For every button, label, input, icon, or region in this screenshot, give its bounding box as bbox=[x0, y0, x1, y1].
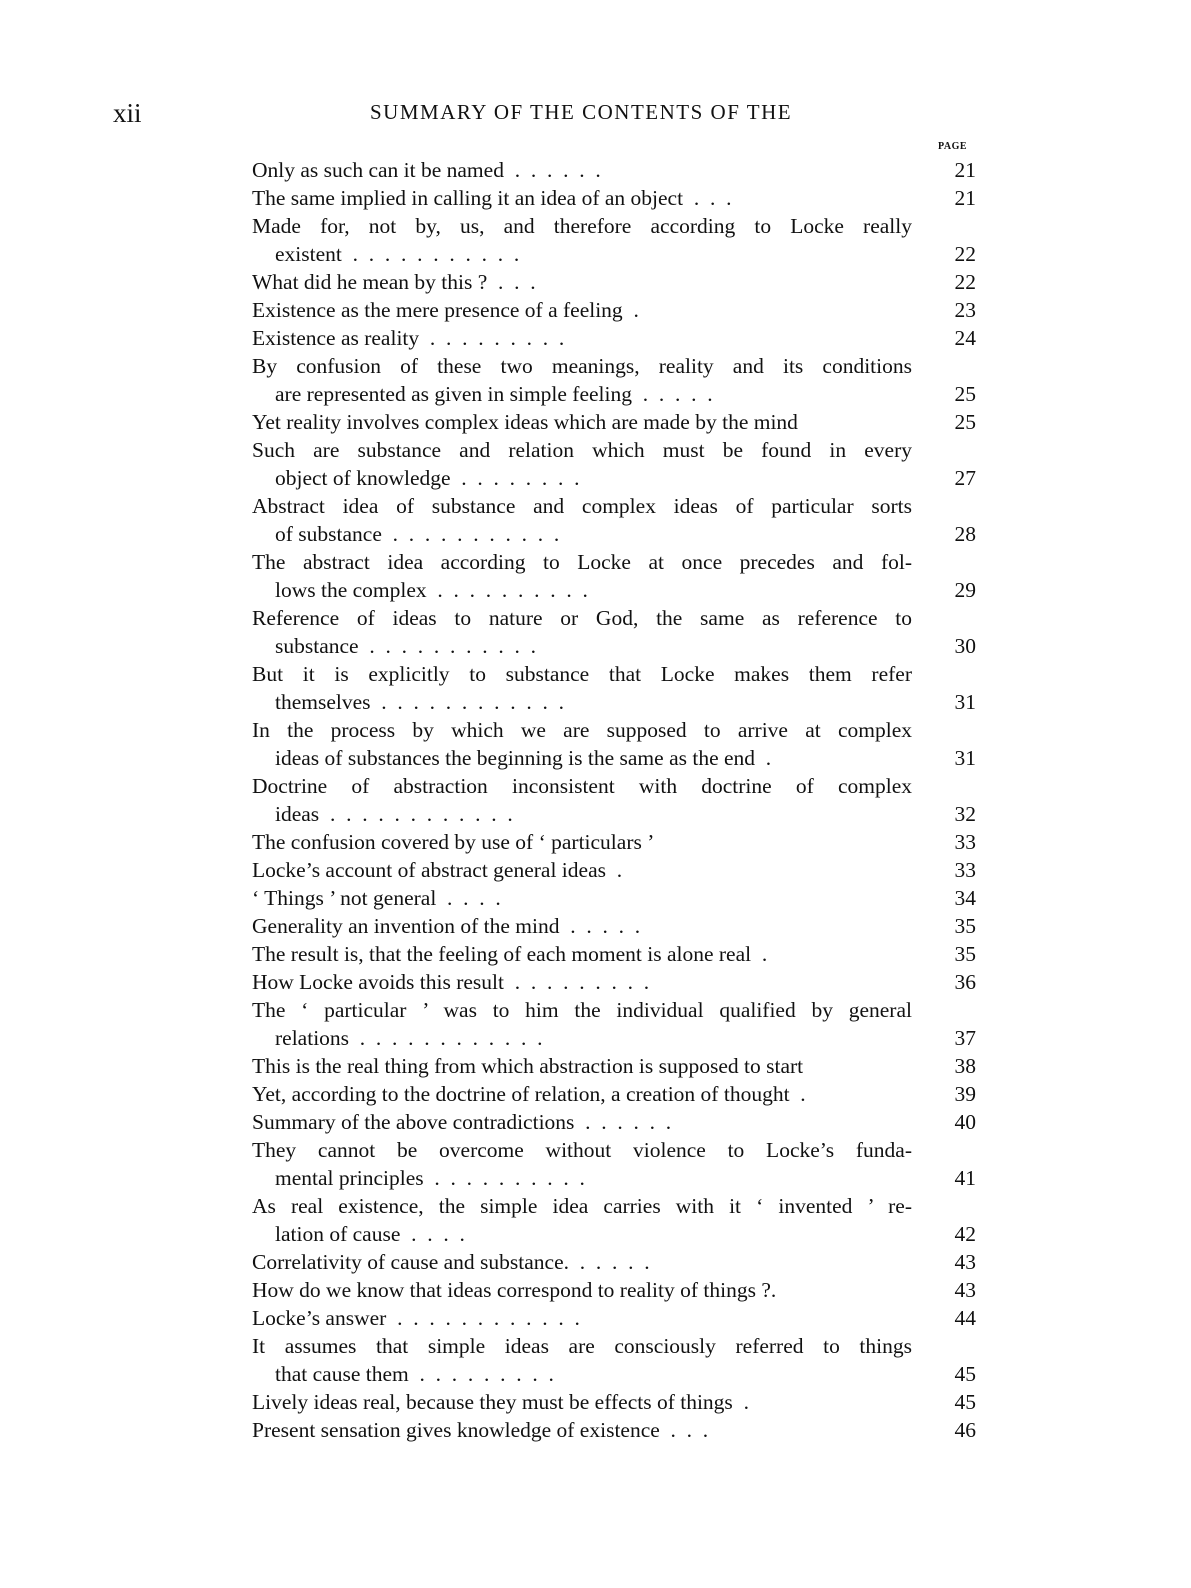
contents-entry bbox=[252, 772, 992, 828]
dot-leader: . bbox=[732, 1390, 749, 1414]
dot-leader: . bbox=[605, 858, 623, 882]
entry-text-continuation: object of knowledge . . . . . . . . bbox=[275, 466, 580, 490]
entry-text: As real existence, the simple idea carries with it ‘ invented ’ re- bbox=[252, 1194, 912, 1218]
contents-entry bbox=[252, 1108, 992, 1136]
dot-leader: . . . . . . . . . . . bbox=[358, 634, 536, 658]
dot-leader: . . . . . . . . . bbox=[408, 1362, 554, 1386]
entry-text: Lively ideas real, because they must be effects of things . bbox=[252, 1390, 749, 1414]
entry-text: How Locke avoids this result . . . . . . . . . bbox=[252, 970, 650, 994]
contents-entry bbox=[252, 268, 992, 296]
entry-text-continuation: of substance . . . . . . . . . . . bbox=[275, 522, 560, 546]
dot-leader: . . . bbox=[659, 1418, 709, 1442]
page-number: 22 bbox=[954, 242, 976, 266]
entry-text-continuation: are represented as given in simple feeling . . . . . bbox=[275, 382, 713, 406]
entry-text: The confusion covered by use of ‘ particulars ’ bbox=[252, 830, 655, 854]
entry-text: The ‘ particular ’ was to him the individual qualified by general bbox=[252, 998, 912, 1022]
dot-leader: . . . . . bbox=[632, 382, 713, 406]
page-number: 21 bbox=[954, 158, 976, 182]
contents-entry bbox=[252, 1416, 992, 1444]
contents-entry bbox=[252, 1248, 992, 1276]
contents-entry bbox=[252, 492, 992, 548]
entry-text: Locke’s answer . . . . . . . . . . . . bbox=[252, 1306, 580, 1330]
page-number: 31 bbox=[954, 746, 976, 770]
entry-text: Locke’s account of abstract general ideas . bbox=[252, 858, 623, 882]
dot-leader: . bbox=[751, 942, 768, 966]
page-number: 35 bbox=[954, 942, 976, 966]
contents-entry bbox=[252, 856, 992, 884]
contents-entry bbox=[252, 1276, 992, 1304]
dot-leader: . . . . . . . . . . . . bbox=[349, 1026, 543, 1050]
contents-entry bbox=[252, 1192, 992, 1248]
dot-leader: . . . bbox=[683, 186, 732, 210]
entry-text: In the process by which we are supposed to arrive at complex bbox=[252, 718, 912, 742]
contents-entry bbox=[252, 352, 992, 408]
entry-text: Such are substance and relation which must be found in every bbox=[252, 438, 912, 462]
entry-text: Existence as the mere presence of a feeling . bbox=[252, 298, 639, 322]
page-number: 44 bbox=[954, 1306, 976, 1330]
dot-leader: . . . . bbox=[400, 1222, 465, 1246]
entry-text-continuation: lation of cause . . . . bbox=[275, 1222, 465, 1246]
dot-leader: . . . . . . . . . . . . bbox=[319, 802, 513, 826]
dot-leader: . bbox=[755, 746, 772, 770]
page-number: 28 bbox=[954, 522, 976, 546]
page-number: 39 bbox=[954, 1082, 976, 1106]
page-number: 31 bbox=[954, 690, 976, 714]
entry-text: By confusion of these two meanings, reality and its conditions bbox=[252, 354, 912, 378]
entry-text: Only as such can it be named . . . . . . bbox=[252, 158, 601, 182]
page-number: 45 bbox=[954, 1390, 976, 1414]
entry-text: Existence as reality . . . . . . . . . bbox=[252, 326, 565, 350]
dot-leader: . . . . . . bbox=[574, 1110, 672, 1134]
dot-leader: . . . . . . . . . . bbox=[423, 1166, 585, 1190]
contents-entry bbox=[252, 996, 992, 1052]
entry-text-continuation: that cause them . . . . . . . . . bbox=[275, 1362, 554, 1386]
entry-text-continuation: relations . . . . . . . . . . . . bbox=[275, 1026, 543, 1050]
page-number: 33 bbox=[954, 858, 976, 882]
contents-entry bbox=[252, 296, 992, 324]
contents-entry bbox=[252, 212, 992, 268]
entry-text-continuation: mental principles . . . . . . . . . . bbox=[275, 1166, 585, 1190]
page-number: 23 bbox=[954, 298, 976, 322]
contents-entry bbox=[252, 604, 992, 660]
entry-text-continuation: ideas of substances the beginning is the same as the end . bbox=[275, 746, 772, 770]
contents-list bbox=[252, 156, 992, 1444]
contents-entry bbox=[252, 828, 992, 856]
entry-text: Doctrine of abstraction inconsistent with doctrine of complex bbox=[252, 774, 912, 798]
contents-entry bbox=[252, 1332, 992, 1388]
folio-number: xii bbox=[113, 98, 142, 128]
contents-entry bbox=[252, 940, 992, 968]
entry-text: This is the real thing from which abstraction is supposed to start bbox=[252, 1054, 804, 1078]
entry-text: Correlativity of cause and substance. . . . . . bbox=[252, 1250, 650, 1274]
dot-leader: . . . . . bbox=[569, 1250, 650, 1274]
entry-text: Generality an invention of the mind . . . . . bbox=[252, 914, 641, 938]
dot-leader: . . . . . . . . . bbox=[504, 970, 650, 994]
entry-text-continuation: substance . . . . . . . . . . . bbox=[275, 634, 536, 658]
contents-entry bbox=[252, 1136, 992, 1192]
page-number: 25 bbox=[954, 382, 976, 406]
entry-text: Present sensation gives knowledge of existence . . . bbox=[252, 1418, 709, 1442]
page-number: 25 bbox=[954, 410, 976, 434]
contents-entry bbox=[252, 1052, 992, 1080]
page-number: 32 bbox=[954, 802, 976, 826]
page-number: 43 bbox=[954, 1250, 976, 1274]
page-number: 22 bbox=[954, 270, 976, 294]
contents-entry bbox=[252, 912, 992, 940]
contents-entry bbox=[252, 408, 992, 436]
contents-entry bbox=[252, 184, 992, 212]
dot-leader: . . . . . . . . . . . bbox=[381, 522, 560, 546]
page-number: 45 bbox=[954, 1362, 976, 1386]
entry-text: What did he mean by this ? . . . bbox=[252, 270, 536, 294]
contents-entry bbox=[252, 548, 992, 604]
page-number: 37 bbox=[954, 1026, 976, 1050]
entry-text: But it is explicitly to substance that Locke makes them refer bbox=[252, 662, 912, 686]
page-number: 41 bbox=[954, 1166, 976, 1190]
entry-text: The same implied in calling it an idea of an object . . . bbox=[252, 186, 732, 210]
contents-entry bbox=[252, 156, 992, 184]
page-number: 34 bbox=[954, 886, 976, 910]
entry-text: How do we know that ideas correspond to reality of things ?. bbox=[252, 1278, 777, 1302]
dot-leader: . . . . . . . . . . . . bbox=[386, 1306, 580, 1330]
page-header bbox=[113, 98, 993, 134]
dot-leader: . . . . bbox=[436, 886, 501, 910]
page-number: 35 bbox=[954, 914, 976, 938]
entry-text: It assumes that simple ideas are consciously referred to things bbox=[252, 1334, 912, 1358]
contents-entry bbox=[252, 1080, 992, 1108]
contents-entry bbox=[252, 1388, 992, 1416]
contents-entry bbox=[252, 436, 992, 492]
entry-text: ‘ Things ’ not general . . . . bbox=[252, 886, 501, 910]
entry-text-continuation: ideas . . . . . . . . . . . . bbox=[275, 802, 513, 826]
contents-entry bbox=[252, 884, 992, 912]
entry-text: The result is, that the feeling of each moment is alone real . bbox=[252, 942, 768, 966]
page-number: 27 bbox=[954, 466, 976, 490]
dot-leader: . . . . . . bbox=[503, 158, 601, 182]
contents-entry bbox=[252, 660, 992, 716]
entry-text-continuation: existent . . . . . . . . . . . bbox=[275, 242, 520, 266]
contents-entry bbox=[252, 1304, 992, 1332]
entry-text: The abstract idea according to Locke at once precedes and fol- bbox=[252, 550, 912, 574]
entry-text: Reference of ideas to nature or God, the same as reference to bbox=[252, 606, 912, 630]
entry-text: They cannot be overcome without violence to Locke’s funda- bbox=[252, 1138, 912, 1162]
page-number: 24 bbox=[954, 326, 976, 350]
page-number: 46 bbox=[954, 1418, 976, 1442]
page-number: 40 bbox=[954, 1110, 976, 1134]
dot-leader: . . . . . bbox=[559, 914, 641, 938]
page-number: 21 bbox=[954, 186, 976, 210]
page-number: 33 bbox=[954, 830, 976, 854]
dot-leader: . . . . . . . . . . bbox=[426, 578, 588, 602]
running-title: SUMMARY OF THE CONTENTS OF THE bbox=[370, 100, 793, 124]
dot-leader: . . . . . . . . . bbox=[419, 326, 565, 350]
contents-entry bbox=[252, 324, 992, 352]
page-number: 43 bbox=[954, 1278, 976, 1302]
entry-text-continuation: lows the complex . . . . . . . . . . bbox=[275, 578, 588, 602]
dot-leader: . bbox=[789, 1082, 806, 1106]
page-column-label: PAGE bbox=[938, 141, 968, 152]
entry-text: Abstract idea of substance and complex ideas of particular sorts bbox=[252, 494, 912, 518]
page-number: 38 bbox=[954, 1054, 976, 1078]
entry-text: Yet reality involves complex ideas which are made by the mind bbox=[252, 410, 798, 434]
contents-entry bbox=[252, 968, 992, 996]
page-number: 42 bbox=[954, 1222, 976, 1246]
entry-text: Summary of the above contradictions . . . . . . bbox=[252, 1110, 672, 1134]
dot-leader: . . . . . . . . . . . bbox=[341, 242, 520, 266]
page-number: 30 bbox=[954, 634, 976, 658]
dot-leader: . bbox=[622, 298, 639, 322]
entry-text: Made for, not by, us, and therefore according to Locke really bbox=[252, 214, 912, 238]
entry-text: Yet, according to the doctrine of relation, a creation of thought . bbox=[252, 1082, 806, 1106]
dot-leader: . . . . . . . . . . . . bbox=[370, 690, 565, 714]
contents-entry bbox=[252, 716, 992, 772]
page-number: 29 bbox=[954, 578, 976, 602]
entry-text-continuation: themselves . . . . . . . . . . . . bbox=[275, 690, 565, 714]
dot-leader: . . . . . . . . bbox=[450, 466, 580, 490]
page-number: 36 bbox=[954, 970, 976, 994]
dot-leader: . . . bbox=[487, 270, 536, 294]
